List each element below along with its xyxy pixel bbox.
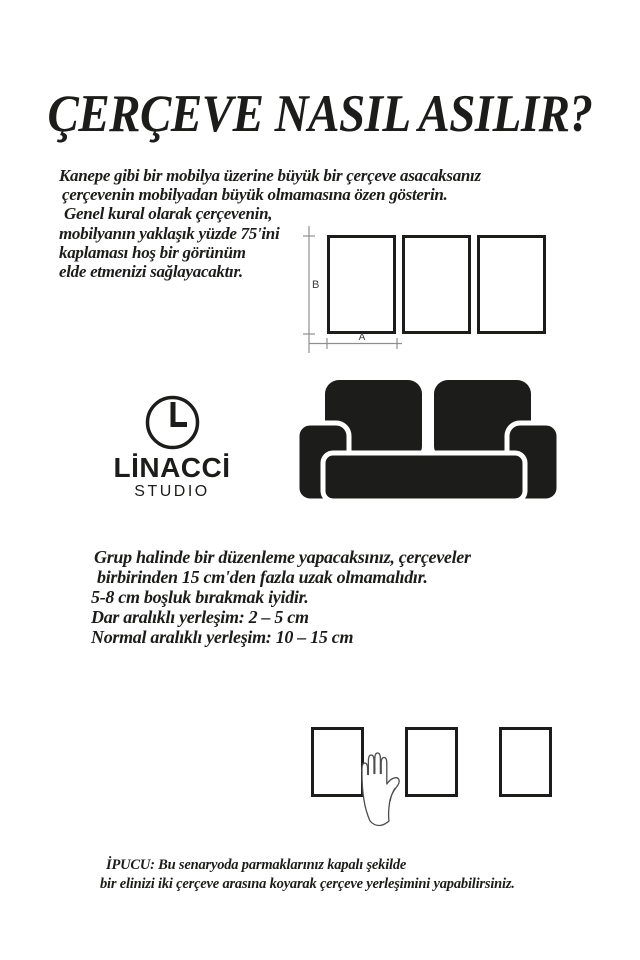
width-label: A (358, 332, 366, 343)
sofa-seat-cushion (323, 453, 525, 501)
intro-line: elde etmenizi sağlayacaktır. (59, 262, 243, 282)
bottom-frame-2 (405, 727, 458, 797)
tip-line: İPUCU: Bu senaryoda parmaklarınız kapalı şekilde (106, 857, 407, 873)
tip-paragraph (100, 856, 515, 894)
intro-line: Genel kural olarak çerçevenin, (64, 204, 273, 224)
intro-line: Kanepe gibi bir mobilya üzerine büyük bir çerçeve asacaksanız (59, 166, 481, 185)
hand-spacing-icon (356, 745, 406, 827)
frame-rectangles (329, 237, 545, 333)
spacing-line: Normal aralıklı yerleşim: 10 – 15 cm (91, 627, 354, 647)
frame-1 (329, 237, 395, 333)
frame-size-diagram (298, 222, 558, 357)
spacing-line: Grup halinde bir düzenleme yapacaksınız, çerçeveler (94, 547, 471, 567)
brand-logo (108, 394, 236, 500)
height-label: B (312, 279, 320, 291)
frame-2 (404, 237, 470, 333)
bottom-frame-3 (499, 727, 552, 797)
page-title: ÇERÇEVE NASIL ASILIR? (47, 85, 593, 144)
spacing-line: 5-8 cm boşluk bırakmak iyidir. (91, 587, 309, 607)
intro-line: kaplaması hoş bir görünüm (59, 242, 246, 262)
frame-3 (479, 237, 545, 333)
spacing-paragraph (91, 547, 471, 647)
tip-line: bir elinizi iki çerçeve arasına koyarak çerçeve yerleşimini yapabilirsiniz. (100, 876, 515, 892)
sofa-icon (293, 376, 563, 506)
clock-icon (144, 394, 201, 451)
width-dimension-line (309, 338, 402, 349)
spacing-line: birbirinden 15 cm'den fazla uzak olmamalıdır. (97, 567, 428, 587)
logo-subtitle: STUDIO (134, 483, 210, 500)
spacing-line: Dar aralıklı yerleşim: 2 – 5 cm (91, 607, 309, 627)
intro-line: çerçevenin mobilyadan büyük olmamasına özen gösterin. (62, 185, 448, 205)
logo-wordmark: LİNACCİ (113, 452, 231, 483)
intro-line: mobilyanın yaklaşık yüzde 75'ini (59, 223, 280, 243)
